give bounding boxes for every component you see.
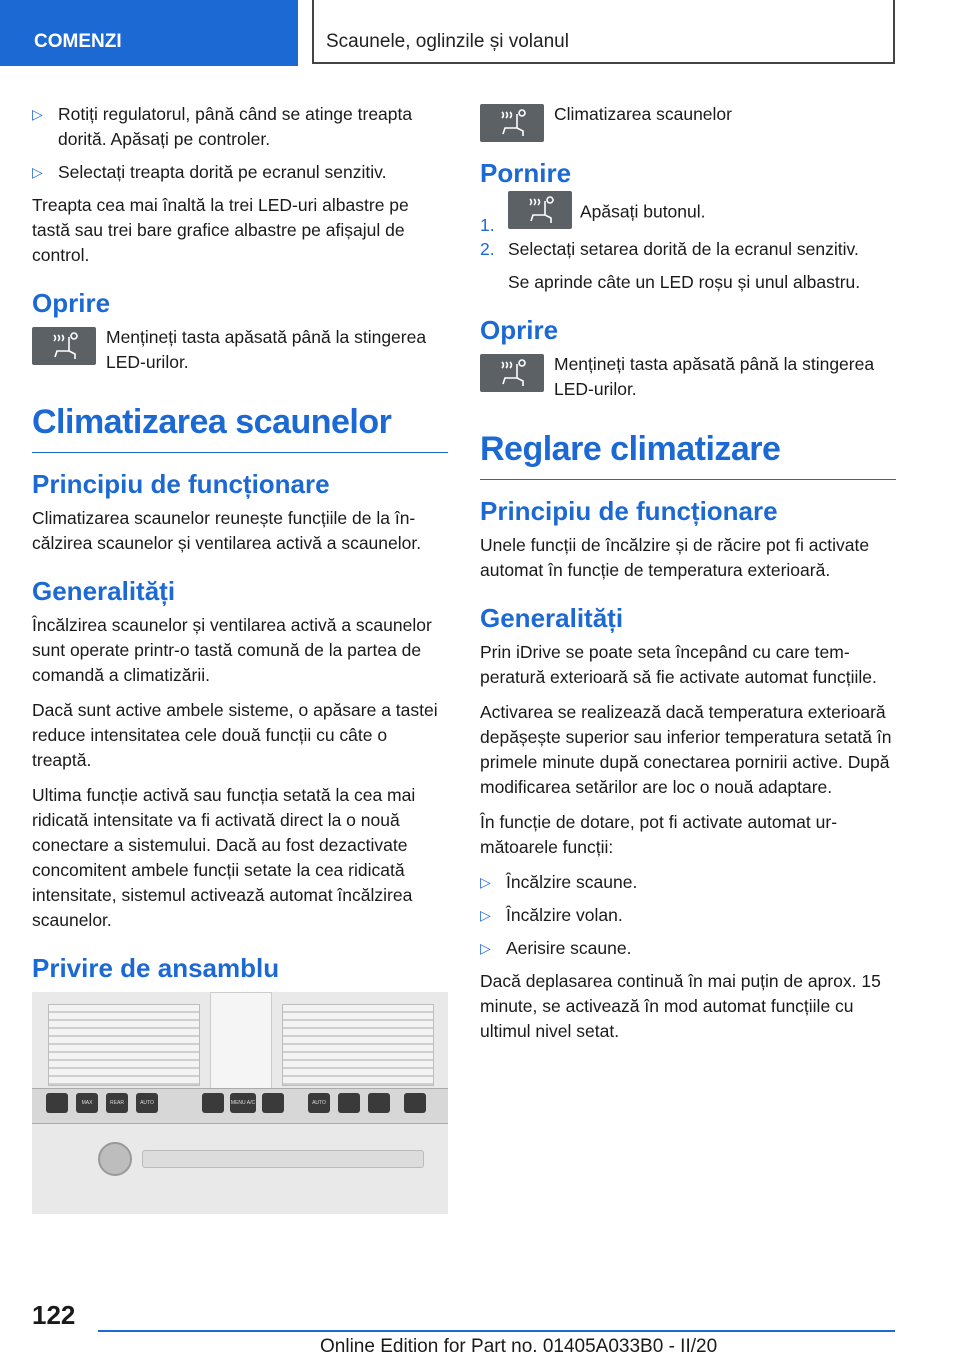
triangle-bullet-icon: ▷ xyxy=(480,907,491,923)
paragraph: Treapta cea mai înaltă la trei LED-uri albastre pe tastă sau trei bare grafice albastre pe afișajul de control. xyxy=(32,195,409,265)
page-header xyxy=(0,0,960,66)
paragraph: Încălzirea scaunelor și ventilarea activă a scaunelor sunt operate printr-o tastă comună de la partea de comandă a climatizării. xyxy=(32,615,432,685)
heading-principiu: Principiu de funcționare xyxy=(32,469,330,499)
list-item: ▷ Încălzire scaune. xyxy=(480,870,896,895)
list-item: ▷ Rotiți regulatorul, până când se atinge treapta dorită. Apăsați pe controler. xyxy=(32,104,413,149)
panel-button xyxy=(202,1093,224,1113)
paragraph: Dacă sunt active ambele sisteme, o apăsare a tastei reduce intensitatea cele două funcții cu câte o treaptă. xyxy=(32,700,438,770)
paragraph: În funcție de dotare, pot fi activate automat următoarele funcții: xyxy=(480,812,838,857)
heading-oprire: Oprire xyxy=(32,288,111,318)
media-slot xyxy=(142,1150,424,1168)
paragraph: Activarea se realizează dacă temperatura exterioară depășește superior sau inferior temperatura setată în primele minute după conectarea pornirii active. După modificarea setărilor are loc o nouă adaptare. xyxy=(480,702,892,797)
page-number: 122 xyxy=(32,1300,76,1330)
volume-knob xyxy=(98,1142,132,1176)
edition-note: Online Edition for Part no. 01405A033B0 - II/20 xyxy=(320,1336,718,1357)
section-tab: COMENZI xyxy=(0,0,298,66)
icon-row xyxy=(480,352,896,402)
panel-button xyxy=(262,1093,284,1113)
left-column xyxy=(32,102,448,1214)
icon-row xyxy=(480,102,896,142)
chapter-heading: Reglare climatizare xyxy=(480,430,896,480)
right-column xyxy=(480,102,896,1054)
panel-button xyxy=(338,1093,360,1113)
oprire-text: Mențineți tasta apăsată până la stingerea LED-urilor. xyxy=(554,354,875,399)
air-vent-right xyxy=(282,1004,434,1086)
paragraph: Ultima funcție activă sau funcția setată la cea mai ridicată intensitate va fi activată direct la o nouă conectare a sistemului. Dacă au fost dezactivate concomitent ambele funcții setate la cea ridicată intensitate, sistemul activează automat încălzirea scaunelor. xyxy=(32,785,416,930)
triangle-bullet-icon: ▷ xyxy=(480,940,491,956)
seat-climate-icon xyxy=(480,104,544,142)
paragraph: Dacă deplasarea continuă în mai puțin de aprox. 15 minute, se activează în mod automat funcțiile cu ultimul nivel setat. xyxy=(480,971,881,1041)
triangle-bullet-icon: ▷ xyxy=(480,874,491,890)
icon-row xyxy=(32,325,448,375)
panel-button: AUTO xyxy=(308,1093,330,1113)
control-panel xyxy=(32,1088,448,1124)
climate-panel-photo xyxy=(32,992,448,1214)
paragraph: Climatizarea scaunelor reunește funcțiile de la încălzirea scaunelor și ventilarea activă a scaunelor. xyxy=(32,508,422,553)
icon-caption: Climatizarea scaunelor xyxy=(554,104,732,124)
paragraph: Prin iDrive se poate seta începând cu care temperatură exterioară să fie activate automat funcțiile. xyxy=(480,642,877,687)
center-unit xyxy=(210,992,272,1090)
panel-button xyxy=(368,1093,390,1113)
panel-button: REAR xyxy=(106,1093,128,1113)
heading-oprire: Oprire xyxy=(480,315,559,345)
chapter-heading: Climatizarea scaunelor xyxy=(32,403,448,453)
triangle-bullet-icon: ▷ xyxy=(32,106,43,122)
triangle-bullet-icon: ▷ xyxy=(32,164,43,180)
panel-button xyxy=(46,1093,68,1113)
list-item: ▷ Selectați treapta dorită pe ecranul senzitiv. xyxy=(32,160,448,185)
list-item: 2. Selectați setarea dorită de la ecranul senzitiv. xyxy=(480,239,859,259)
list-item: ▷ Aerisire scaune. xyxy=(480,936,896,961)
air-vent-left xyxy=(48,1004,200,1086)
panel-button: AUTO xyxy=(136,1093,158,1113)
heading-generalitati: Generalități xyxy=(480,603,624,633)
panel-button xyxy=(404,1093,426,1113)
paragraph: Se aprinde câte un LED roșu și unul albastru. xyxy=(508,272,861,292)
heading-privire: Privire de ansamblu xyxy=(32,953,280,983)
seat-climate-icon xyxy=(32,327,96,365)
list-item: 1. Apăsați butonul. xyxy=(480,197,896,229)
seat-climate-icon xyxy=(508,191,572,229)
panel-button: MENU A/C xyxy=(230,1093,256,1113)
chapter-title: Scaunele, oglinzile și volanul xyxy=(312,0,895,64)
heading-pornire: Pornire xyxy=(480,158,572,188)
heading-generalitati: Generalități xyxy=(32,576,176,606)
paragraph: Unele funcții de încălzire și de răcire pot fi activate automat în funcție de temperatura exterioară. xyxy=(480,535,870,580)
footer-divider xyxy=(98,1330,895,1332)
seat-climate-icon xyxy=(480,354,544,392)
oprire-text: Mențineți tasta apăsată până la stingerea LED-urilor. xyxy=(106,327,427,372)
heading-principiu: Principiu de funcționare xyxy=(480,496,778,526)
panel-button: MAX xyxy=(76,1093,98,1113)
list-item: ▷ Încălzire volan. xyxy=(480,903,896,928)
